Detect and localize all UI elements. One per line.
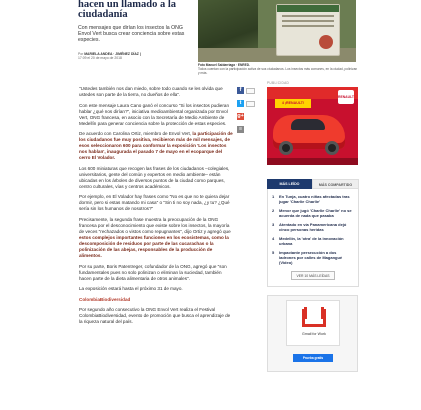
list-item[interactable] — [272, 194, 354, 204]
ad-promo-badge: 4 ¡RENAULT! — [275, 99, 311, 108]
highlight-text: la participación de los ciudadanos fue muy positiva, recibieron más de mil mensajes, de esos seleccionaron 600 para conformar la exposición 'Los insectos nos hablan', inaugurada el pasado 7 de mayo en el ecoparque del cerro El Volador. — [79, 131, 233, 161]
image-caption — [198, 63, 358, 76]
rank-number: 4 — [272, 236, 275, 241]
article-hero — [0, 0, 421, 80]
hero-text-block — [78, 0, 196, 60]
article-paragraph: Por ejemplo, en El Volador hay frases como "No es que no te quiera dejar dormir, pero si estas matando mi casa" o "Sin ti no soy nada, ¿y tu? ¿Qué sería sin los humanos de nosotros?" — [79, 194, 230, 212]
list-item[interactable] — [272, 208, 354, 218]
paragraph-text: De acuerdo con Carolina Ortiz, miembro de Envol Vert, — [79, 131, 193, 137]
rank-title[interactable]: Atentado en vía Panamericana dejó cinco personas heridas — [279, 222, 347, 232]
byline-label: Por — [78, 51, 84, 56]
share-count — [246, 101, 255, 107]
try-free-button[interactable]: Prueba gratis — [293, 354, 333, 362]
caption-author: Foto Manuel Saldarriaga · ENRED. — [198, 63, 250, 67]
twitter-icon: t — [237, 100, 244, 107]
list-item[interactable] — [272, 250, 354, 265]
tab-most-shared[interactable]: MÁS COMPARTIDO — [312, 179, 359, 189]
article-paragraph: Con este mensaje Laura Cano ganó el concurso "Si los insectos pudieran hablar ¿qué nos dirían?", iniciativa medioambiental organizada por Envol Vert, ONG francesa, en asocio con la Secretaría de Medio Ambiente de Medellín para generar conciencia sobre la protección de estas especies. — [79, 102, 229, 126]
rank-title[interactable]: Medellín, la 'otra' de la innovación urbana — [279, 236, 344, 246]
article-paragraph: Por su parte, Boris Patentreger, cofundador de la ONG, agregó que "son fundamentales pues no solo polinizan o eliminan la suciedad, también hacen parte de la dieta alimentaria de otros animales". — [79, 263, 227, 281]
byline-date: 17:09 el 20 de mayo de 2018 — [78, 56, 122, 61]
rank-number: 3 — [272, 222, 275, 227]
gmail-ad-banner[interactable] — [267, 295, 358, 372]
rank-title[interactable]: En Tunja, cuatro niñas afectadas tras jugar 'Charlie Charlie' — [279, 194, 350, 204]
most-read-list — [267, 189, 359, 287]
renault-logo — [338, 90, 354, 104]
article-description: Con mensajes que dirían los insectos la ONG Envol Vert busca crear conciencia sobre estas especies. — [78, 25, 185, 44]
article-title: hacen un llamado a la ciudadanía — [78, 0, 177, 20]
rank-number: 1 — [272, 194, 275, 199]
more-icon: ≡ — [238, 126, 243, 132]
article-paragraph: La exposición estará hasta el próximo 31 de mayo. — [79, 286, 183, 292]
ad-label: PUBLICIDAD — [267, 81, 290, 85]
share-count — [246, 88, 255, 94]
insect-sign — [276, 4, 340, 56]
byline-author[interactable]: MARIELA ANDEA · JIMÉNEZ DÍAZ | — [84, 51, 141, 56]
highlight-text: estos complejos importantes funciones en los ecosistemas, como la descomposición de residuos por parte de las cucarachas o la polinización de las abejas, responsables de la producción de alimentos. — [79, 234, 229, 258]
tab-most-read[interactable]: MÁS LEÍDO — [267, 179, 312, 189]
car-wheel — [325, 141, 339, 155]
renault-ad-banner[interactable] — [267, 87, 358, 165]
paragraph-text: Precisamente, la segunda frase muestra la preocupación de la ONG francesa por el desconocimiento que existe sobre los insectos, la mayoría de veces "rechazados o vistos como repugnantes", dijo Ortiz y agregó que — [79, 216, 231, 234]
article-paragraph: Por segundo año consecutivo la ONG Envol Vert realiza el Festival ColombiaBiodiversidad, evento de promoción que busca el aprendizaje de la riqueza natural del país. — [79, 307, 231, 325]
sidebar — [267, 81, 359, 372]
rank-title[interactable]: Menor que jugó 'Charlie Charlie' no se acuerda de nada que pasaba — [279, 208, 352, 218]
rank-number: 5 — [272, 250, 275, 255]
article-paragraph — [79, 131, 233, 161]
article-hero-image[interactable] — [198, 0, 356, 62]
facebook-icon: f — [237, 87, 244, 94]
popular-tabs — [267, 179, 359, 189]
rank-number: 2 — [272, 208, 275, 213]
more-share-button[interactable] — [237, 125, 257, 134]
twitter-share-button[interactable] — [237, 99, 257, 108]
facebook-share-button[interactable] — [237, 86, 257, 95]
hashtag-link[interactable]: ColombiaBiodiversidad — [79, 296, 131, 302]
article-body — [79, 86, 233, 330]
car-window-shape — [291, 119, 325, 130]
share-bar — [237, 86, 257, 138]
car-wheel — [279, 141, 293, 155]
list-item[interactable] — [272, 222, 354, 232]
list-item[interactable] — [272, 236, 354, 246]
article-paragraph: "Ustedes también nos dan miedo, sobre todo cuando se les olvida que ustedes son parte de la tierra, no dueños de ella". — [79, 86, 223, 97]
article-byline — [78, 52, 196, 61]
rank-title[interactable]: Impactante persecución a dos ladrones por calles de Magangué (Video) — [279, 250, 343, 265]
google-plus-icon: g+ — [237, 113, 244, 119]
caption-text: Todos cuentan con la participación activa de sus ciudadanos. Los insectos más comunes, en la ciudad, polinizan y más. — [198, 67, 358, 76]
envelope-shape — [286, 300, 340, 346]
ad-headline: Gmail for Work — [302, 332, 326, 336]
see-more-button[interactable]: VER 10 MÁS LEÍDAS — [291, 271, 335, 280]
article-paragraph: Los 600 miniaturas que recogen las frases de los ciudadanos –colegiales, universitarios, gente del común y expertos en medio ambiente– están ubicadas en los árboles de diversos puntos de la ciudad como parques, centro culturales, vías y centros académicos. — [79, 165, 230, 189]
gmail-icon — [302, 309, 326, 327]
gplus-share-button[interactable] — [237, 112, 257, 121]
article-paragraph — [79, 217, 233, 259]
logo-text: RENAULT — [338, 95, 354, 99]
